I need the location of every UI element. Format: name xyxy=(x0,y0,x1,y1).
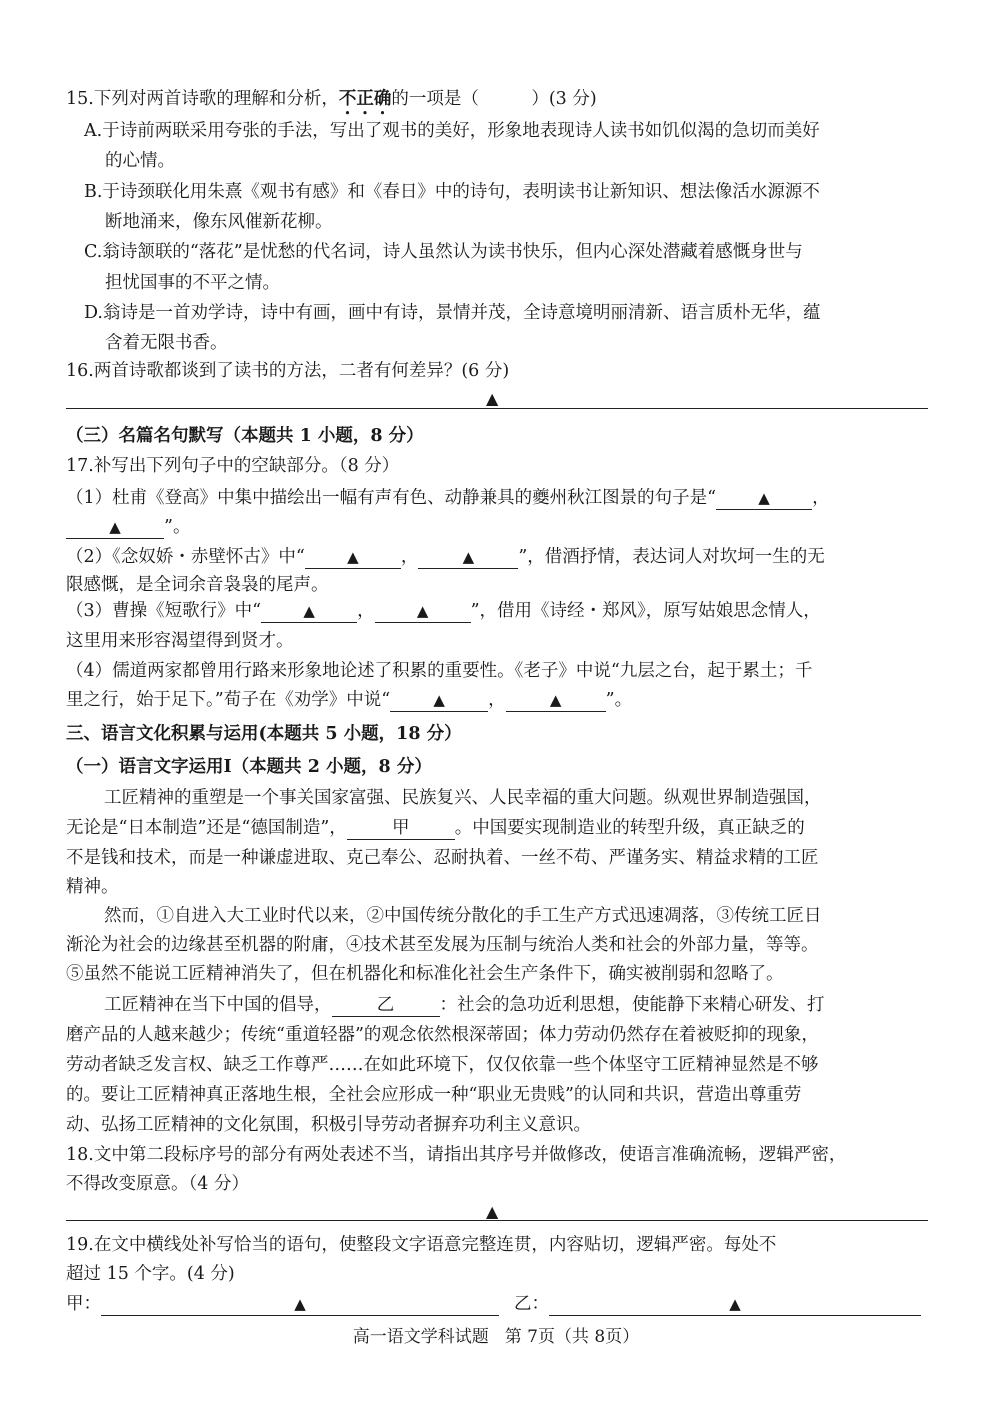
q15-option-d-cont: 含着无限书香。 xyxy=(105,333,228,353)
answer-marker-triangle: ▲ xyxy=(294,1295,306,1313)
blank-yi[interactable] xyxy=(332,994,440,1017)
q17-part1-cont xyxy=(66,512,190,542)
answer-line xyxy=(66,1220,928,1221)
q16-stem: 16.两首诗歌都谈到了读书的方法，二者有何差异？(6 分) xyxy=(66,361,510,381)
answer-marker-triangle: ▲ xyxy=(758,489,770,507)
q17-part2-tail: ”，借酒抒情，表达词人对坎坷一生的无 xyxy=(518,547,825,567)
q17-part1-text: （1）杜甫《登高》中集中描绘出一幅有声有色、动静兼具的夔州秋江图景的句子是“ xyxy=(66,488,717,508)
answer-marker-triangle: ▲ xyxy=(462,548,475,566)
q15-option-b: B.于诗颈联化用朱熹《观书有感》和《春日》中的诗句，表明读书让新知识、想法像活水源源不 xyxy=(84,182,820,202)
passage-p1-line3: 不是钱和技术，而是一种谦虚进取、克己奉公、忍耐执着、一丝不苟、严谨务实、精益求精的工匠 xyxy=(66,848,819,868)
q17-blank-6[interactable] xyxy=(375,600,471,623)
q17-part4: （4）儒道两家都曾用行路来形象地论述了积累的重要性。《老子》中说“九层之台，起于累土；千 xyxy=(66,661,813,681)
answer-marker-triangle: ▲ xyxy=(416,602,429,620)
q17-stem: 17.补写出下列句子中的空缺部分。（8 分） xyxy=(66,456,400,476)
passage-p3-line3: 劳动者缺乏发言权、缺乏工作尊严……在如此环境下，仅仅依靠一些个体坚守工匠精神显然是不够 xyxy=(66,1055,819,1075)
q15-emphasis: 不正确 xyxy=(338,89,392,109)
answer-field-jia[interactable] xyxy=(101,1293,499,1316)
answer-marker-triangle: ▲ xyxy=(729,1295,741,1313)
q15-stem-text: 15.下列对两首诗歌的理解和分析， xyxy=(66,89,339,109)
passage-p1-line4: 精神。 xyxy=(66,877,119,897)
q17-blank-3[interactable] xyxy=(305,546,401,569)
q17-part1 xyxy=(66,483,830,513)
passage-text: 工匠精神在当下中国的倡导， xyxy=(104,995,332,1015)
q17-part3-text: （3）曹操《短歌行》中“ xyxy=(66,601,262,621)
q15-stem xyxy=(66,84,597,119)
q19-answer-jia xyxy=(66,1289,499,1319)
passage-p2-line3: ⑤虽然不能说工匠精神消失了，但在机器化和标准化社会生产条件下，确实被削弱和忽略了。 xyxy=(66,964,784,984)
q15-option-c: C.翁诗颔联的“落花”是忧愁的代名词，诗人虽然认为读书快乐，但内心深处潜藏着感慨身世与 xyxy=(84,242,803,262)
answer-marker-triangle: ▲ xyxy=(109,518,121,536)
q17-part3 xyxy=(66,596,821,626)
punctuation: ， xyxy=(812,488,830,508)
punctuation: ”。 xyxy=(605,690,633,710)
q15-option-b-cont: 断地涌来，像东风催新花柳。 xyxy=(105,212,333,232)
passage-p2-line1: 然而，①自进入大工业时代以来，②中国传统分散化的手工生产方式迅速凋落，③传统工匠日 xyxy=(104,906,822,926)
section-language-use-heading: （一）语言文字运用Ⅰ（本题共 2 小题，8 分） xyxy=(66,757,432,777)
q15-option-d: D.翁诗是一首劝学诗，诗中有画，画中有诗，景情并茂，全诗意境明丽清新、语言质朴无华，蕴 xyxy=(84,303,821,323)
passage-p1-line2 xyxy=(66,813,805,843)
passage-text: ：社会的急功近利思想，使能静下来精心研发、打 xyxy=(439,995,825,1015)
answer-marker-triangle: ▲ xyxy=(486,1202,499,1221)
page-footer xyxy=(0,1322,992,1352)
punctuation: ， xyxy=(488,690,506,710)
q19-stem-cont: 超过 15 个字。(4 分) xyxy=(66,1264,235,1284)
q17-blank-7[interactable] xyxy=(390,689,488,712)
q18-stem-cont: 不得改变原意。（4 分） xyxy=(66,1174,249,1194)
blank-jia[interactable] xyxy=(347,817,455,840)
passage-text: 。中国要实现制造业的转型升级，真正缺乏的 xyxy=(454,818,805,838)
q17-part3-tail: ”，借用《诗经・郑风》，原写姑娘思念情人， xyxy=(470,601,821,621)
q19-stem: 19.在文中横线处补写恰当的语句，使整段文字语意完整连贯，内容贴切，逻辑严密。每处不 xyxy=(66,1235,777,1255)
q17-part4-text: 里之行，始于足下。”荀子在《劝学》中说“ xyxy=(66,690,391,710)
answer-label-jia: 甲： xyxy=(66,1294,101,1314)
q17-blank-2[interactable] xyxy=(66,516,164,539)
q17-part2-cont: 限感慨，是全词余音袅袅的尾声。 xyxy=(66,575,329,595)
q17-part4-cont xyxy=(66,685,632,715)
q17-blank-1[interactable] xyxy=(716,487,812,510)
punctuation: ”。 xyxy=(164,517,191,537)
punctuation: ， xyxy=(400,547,419,567)
q17-blank-8[interactable] xyxy=(506,689,606,712)
passage-p3-line2: 磨产品的人越来越少；传统“重道轻器”的观念依然根深蒂固；体力劳动仍然存在着被贬抑的现象， xyxy=(66,1025,819,1045)
section-famous-lines-heading: （三）名篇名句默写（本题共 1 小题，8 分） xyxy=(66,426,424,446)
q19-answer-yi xyxy=(514,1289,921,1319)
blank-label: 甲 xyxy=(392,818,410,838)
answer-label-yi: 乙： xyxy=(514,1294,549,1314)
passage-p3-line5: 动、弘扬工匠精神的文化氛围，积极引导劳动者摒弃功利主义意识。 xyxy=(66,1115,591,1135)
q15-option-c-cont: 担忧国事的不平之情。 xyxy=(105,273,280,293)
q17-blank-5[interactable] xyxy=(261,600,357,623)
passage-p3-line4: 的。要让工匠精神真正落地生根，全社会应形成一种“职业无贵贱”的认同和共识，营造出尊重劳 xyxy=(66,1085,802,1105)
passage-p3-line1 xyxy=(104,990,825,1020)
passage-p1-line1: 工匠精神的重塑是一个事关国家富强、民族复兴、人民幸福的重大问题。纵观世界制造强国， xyxy=(104,788,822,808)
blank-label: 乙 xyxy=(376,995,395,1015)
q18-stem: 18.文中第二段标序号的部分有两处表述不当，请指出其序号并做修改，使语言准确流畅，逻辑严密， xyxy=(66,1145,847,1165)
punctuation: ， xyxy=(357,601,375,621)
passage-p2-line2: 渐沦为社会的边缘甚至机器的附庸，④技术甚至发展为压制与统治人类和社会的外部力量，等等。 xyxy=(66,935,819,955)
q17-part2-text: （2）《念奴娇・赤壁怀古》中“ xyxy=(66,547,305,567)
section-three-heading: 三、语言文化积累与运用(本题共 5 小题，18 分） xyxy=(66,724,462,744)
q15-option-a-cont: 的心情。 xyxy=(105,151,175,171)
q17-part3-cont: 这里用来形容渴望得到贤才。 xyxy=(66,631,294,651)
answer-marker-triangle: ▲ xyxy=(549,691,562,709)
q15-stem-tail: 的一项是（ ）(3 分) xyxy=(391,89,597,109)
q17-part2 xyxy=(66,542,825,572)
footer-subject: 高一语文学科试题 xyxy=(352,1327,489,1347)
answer-line xyxy=(66,408,928,409)
footer-page-number: 第 7页（共 8页） xyxy=(504,1327,640,1347)
q17-blank-4[interactable] xyxy=(418,546,518,569)
answer-field-yi[interactable] xyxy=(549,1293,921,1316)
answer-marker-triangle: ▲ xyxy=(303,602,315,620)
answer-marker-triangle: ▲ xyxy=(486,389,499,408)
q15-option-a: A.于诗前两联采用夸张的手法，写出了观书的美好，形象地表现诗人读书如饥似渴的急切而美好 xyxy=(84,121,820,141)
passage-text: 无论是“日本制造”还是“德国制造”， xyxy=(66,818,347,838)
answer-marker-triangle: ▲ xyxy=(433,691,445,709)
answer-marker-triangle: ▲ xyxy=(347,548,359,566)
